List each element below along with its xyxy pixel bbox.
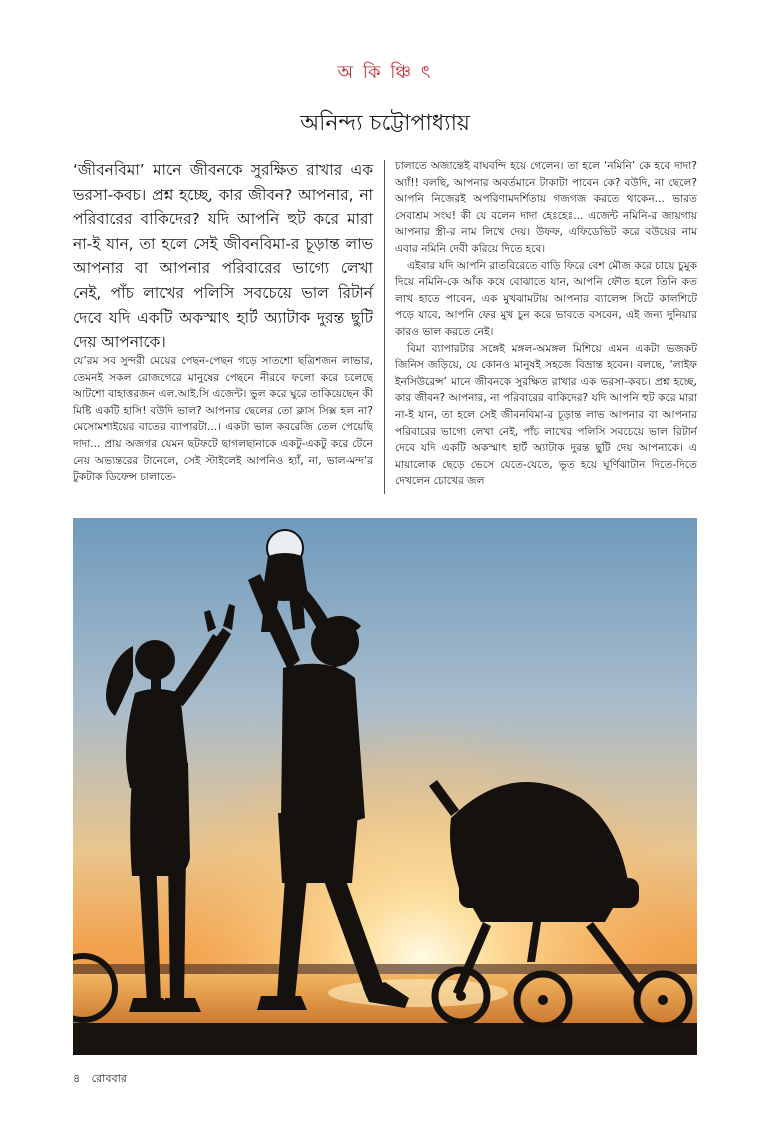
- author-name: অনিন্দ্য চট্টোপাধ্যায়: [300, 111, 470, 136]
- body-paragraph: এইবার যদি আপনি রাতবিরেতে বাড়ি ফিরে বেশ মৌজ করে চায়ে চুমুক দিয়ে নমিনি-কে আঁক কষে বোঝাতে যান, আপনি ফৌত হলে তিনি কত লাখ হাতে পাবেন, এক মুখঝামটায় আপনার ব্যালেন্স সিটে কালশিটে পড়ে যাবে, আপনি ফের মুখ চুন করে ভাবতে বসবেন, এই জন্য দুনিয়ার কারও ভাল করতে নেই।: [395, 259, 697, 338]
- family-silhouette-photo: [73, 518, 697, 1055]
- page-number: ৪: [73, 1072, 81, 1085]
- body-paragraph-left: যে’রম সব সুন্দরী মেয়ের পেছন-পেছন গড়ে সাতশো ছত্রিশজন লাভার, তেমনই সকল রোজগেরে মানুষের পেছনে নীরবে ফলো করে চলেছে আটশো বাহাত্তরজন এল.আই.সি এজেন্ট। ভুল করে ঘুরে তাকিয়েছেন কী মিষ্টি একটি হাসি! বউদি ভাল? আপনার ছেলের তো ক্লাস সিক্স হল না? মেসোমশাইয়ের বাতের ব্যাপারটা...। একটা ভাল কবরেজি তেল পেয়েছি দাদা... প্রায় অজগর যেমন ছটফটে ছাগলছানাকে একটু-একটু করে টেনে নেয় অভ্যন্তরের টানেলে, সেই স্টাইলেই আপনিও হ্যাঁ, না, ভাল-মন্দ’র টুকটাক ডিফেন্স চালাতে-: [73, 355, 373, 484]
- body-paragraph: চালাতে অজান্তেই বাঘবন্দি হয়ে গেলেন। তা হলে ‘নমিনি’ কে হবে দাদা? অ্যাঁ!! বলছি, আপনার অবর্তমানে টাকাটা পাবেন কে? বউদি, না ছেলে? আপনি নিজেরই অপরিণামদর্শিতায় গজগজ করতে থাকেন... ভারত সেবাশ্রম সংঘ! কী যে বলেন দাদা হেঃহেঃ... এজেন্ট নমিনি-র জায়গায় আপনার স্ত্রী-র নাম লিখে দেয়। উফফ, এফিডেভিট করে বউয়ের নাম এবার নমিনি দেবী করিয়ে দিতে হবে।: [395, 160, 697, 255]
- article-lead-column: [73, 158, 373, 355]
- left-body-column: [73, 353, 373, 499]
- column-divider: [384, 160, 385, 494]
- lead-paragraph: ‘জীবনবিমা’ মানে জীবনকে সুরক্ষিত রাখার এক ভরসা-কবচ। প্রশ্ন হচ্ছে, কার জীবন? আপনার, না পরিবারের বাকিদের? যদি আপনি হুট করে মারা না-ই যান, তা হলে সেই জীবনবিমা-র চূড়ান্ত লাভ আপনার বা আপনার পরিবারের ভাগ্যে লেখা নেই, পাঁচ লাখের পলিসি সবচেয়ে ভাল রিটার্ন দেবে যদি একটি অকস্মাৎ হার্ট অ্যাটাক দুরন্ত ছুটি দেয় আপনাকে।: [73, 161, 373, 352]
- magazine-name: রোববার: [91, 1072, 127, 1085]
- section-label: অ কি ঞ্চি ৎ: [337, 62, 433, 83]
- right-body-column: [395, 158, 697, 496]
- page-footer: [73, 1070, 135, 1089]
- body-paragraph: বিমা ব্যাপারটার সঙ্গেই মঙ্গল-অমঙ্গল মিশিয়ে এমন একটা ভজকট জিনিস জড়িয়ে, যে কোনও মানুষই সহজে বিভ্রান্ত হবেন। বলছে, ‘লাইফ ইনসিউরেন্স’ মানে জীবনকে সুরক্ষিত রাখার এক ভরসা-কবচ। প্রশ্ন হচ্ছে, কার জীবন? আপনার, না পরিবারের বাকিদের? যদি আপনি হুট করে মারা না-ই যান, তা হলে সেই জীবনবিমা-র চূড়ান্ত লাভ আপনার বা আপনার পরিবারের ভাগ্যে লেখা নেই, পাঁচ লাখের পলিসি সবচেয়ে ভাল রিটার্ন দেবে যদি একটি অকস্মাৎ হার্ট অ্যাটাক দুরন্ত ছুটি দেয় আপনাকে। এ মায়ালোক ছেড়ে ভেসে যেতে-যেতে, ভূত হয়ে ঘূর্ণিঝাটান দিতে-দিতে দেখলেন চোখের জল: [395, 342, 697, 488]
